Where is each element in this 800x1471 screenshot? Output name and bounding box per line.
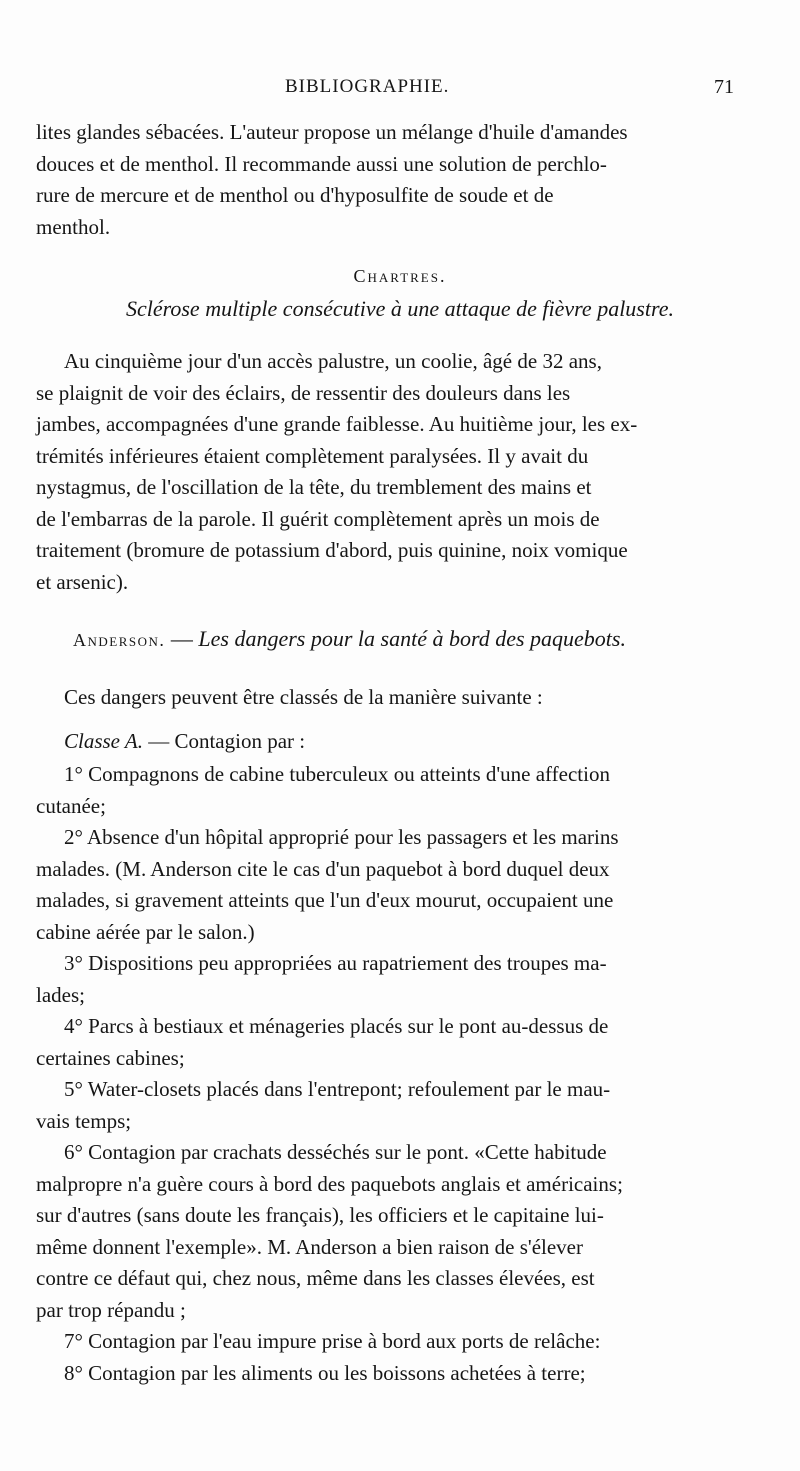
chartres-article-title: Sclérose multiple consécutive à une attaque de fièvre palustre. (125, 296, 674, 321)
list-item (36, 1326, 736, 1358)
text-line: rure de mercure et de menthol ou d'hyposulfite de soude et de (36, 183, 554, 207)
text-line: de l'embarras de la parole. Il guérit complètement après un mois de (36, 506, 600, 531)
chartres-paragraph (36, 346, 736, 598)
text-line: se plaignit de voir des éclairs, de ressentir des douleurs dans les (36, 380, 571, 405)
list-item (36, 1137, 736, 1326)
text-line: cutanée; (36, 793, 106, 818)
text-line: même donnent l'exemple». M. Anderson a bien raison de s'élever (36, 1234, 583, 1259)
heading-dash: — (165, 626, 199, 651)
text-line: certaines cabines; (36, 1045, 185, 1070)
text-line: et arsenic). (36, 569, 129, 594)
text-line: malpropre n'a guère cours à bord des paquebots anglais et américains; (36, 1171, 623, 1196)
text-line: 4° Parcs à bestiaux et ménageries placés sur le pont au-dessus de (64, 1014, 609, 1038)
text-line: douces et de menthol. Il recommande aussi une solution de perchlo- (36, 151, 607, 176)
running-title: BIBLIOGRAPHIE. (285, 76, 450, 97)
anderson-author: Anderson. (73, 630, 166, 650)
anderson-list (36, 759, 736, 1389)
text-line: Au cinquième jour d'un accès palustre, un coolie, âgé de 32 ans, (64, 349, 602, 373)
list-item (36, 1074, 736, 1137)
text-line: 7° Contagion par l'eau impure prise à bord aux ports de relâche: (64, 1329, 601, 1353)
list-item (36, 1358, 736, 1390)
class-label: Classe A. (64, 729, 143, 753)
text-line: trémités inférieures étaient complètement paralysées. Il y avait du (36, 443, 589, 468)
text-line: 6° Contagion par crachats desséchés sur le pont. «Cette habitude (64, 1140, 607, 1164)
list-item (36, 759, 736, 822)
text-line: contre ce défaut qui, chez nous, même dans les classes élevées, est (36, 1266, 595, 1290)
text-line: lites glandes sébacées. L'auteur propose un mélange d'huile d'amandes (36, 120, 628, 144)
page-number: 71 (714, 76, 734, 98)
list-item (36, 948, 736, 1011)
anderson-intro (36, 682, 736, 714)
text-line: vais temps; (36, 1108, 132, 1133)
text-line: cabine aérée par le salon.) (36, 919, 255, 944)
anderson-class-heading (36, 726, 736, 758)
intro-paragraph (36, 117, 736, 243)
text-line: lades; (36, 982, 85, 1007)
text-line: nystagmus, de l'oscillation de la tête, du tremblement des mains et (36, 475, 592, 499)
list-item (36, 822, 736, 948)
page-header (0, 74, 800, 104)
text-line: malades, si gravement atteints que l'un d'eux mourut, occupaient une (36, 888, 614, 912)
list-item (36, 1011, 736, 1074)
chartres-author-heading: Chartres. (353, 266, 447, 286)
class-line (36, 726, 736, 758)
class-rest: — Contagion par : (142, 729, 306, 753)
text-line: par trop répandu ; (36, 1297, 186, 1322)
text-line: 2° Absence d'un hôpital approprié pour les passagers et les marins (64, 825, 619, 849)
text-line: traitement (bromure de potassium d'abord, puis quinine, noix vomique (36, 538, 628, 562)
anderson-article-title: Les dangers pour la santé à bord des paquebots. (198, 626, 626, 651)
text-line: malades. (M. Anderson cite le cas d'un paquebot à bord duquel deux (36, 856, 610, 881)
text-line: 5° Water-closets placés dans l'entrepont; refoulement par le mau- (64, 1077, 611, 1101)
text-line: 1° Compagnons de cabine tuberculeux ou atteints d'une affection (64, 762, 610, 786)
text-line: menthol. (36, 214, 111, 239)
text-line: sur d'autres (sans doute les français), les officiers et le capitaine lui- (36, 1203, 604, 1227)
anderson-heading (73, 626, 626, 652)
text-line: jambes, accompagnées d'une grande faiblesse. Au huitième jour, les ex- (36, 412, 638, 436)
text-line: 3° Dispositions peu appropriées au rapatriement des troupes ma- (64, 951, 607, 975)
text-line: 8° Contagion par les aliments ou les boissons achetées à terre; (64, 1360, 586, 1385)
text-line: Ces dangers peuvent être classés de la manière suivante : (64, 685, 543, 709)
